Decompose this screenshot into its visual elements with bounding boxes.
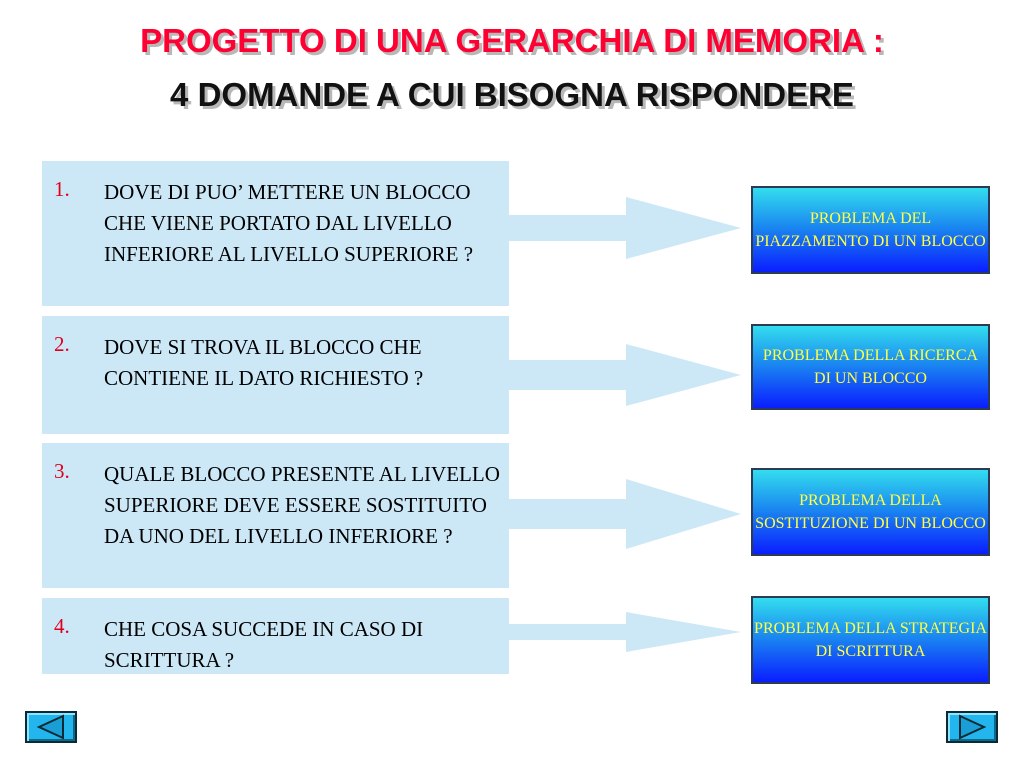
title-line-2: 4 DOMANDE A CUI BISOGNA RISPONDERE [170,76,854,113]
question-number: 4. [54,614,70,638]
question-box-4 [42,598,509,674]
question-text: QUALE BLOCCO PRESENTE AL LIVELLO SUPERIORE DEVE ESSERE SOSTITUITO DA UNO DEL LIVELLO INFERIORE ? [104,462,500,548]
previous-slide-button[interactable] [25,711,77,743]
next-slide-button[interactable] [946,711,998,743]
problem-label: PROBLEMA DEL PIAZZAMENTO DI UN BLOCCO [755,210,986,250]
triangle-right-icon [948,713,996,741]
arrow-2 [509,344,749,406]
arrow-3 [509,479,749,549]
triangle-left-icon [27,713,75,741]
problem-label: PROBLEMA DELLA RICERCA DI UN BLOCCO [762,347,979,387]
question-box-1 [42,161,509,306]
problem-label: PROBLEMA DELLA STRATEGIA DI SCRITTURA [754,620,987,660]
problem-box-1 [751,186,990,274]
question-number: 2. [54,332,70,356]
question-box-3 [42,443,509,588]
problem-box-3 [751,468,990,556]
question-number: 1. [54,177,70,201]
question-box-2 [42,316,509,434]
problem-box-4 [751,596,990,684]
problem-label: PROBLEMA DELLA SOSTITUZIONE DI UN BLOCCO [755,492,986,532]
arrow-1 [509,197,749,259]
question-text: CHE COSA SUCCEDE IN CASO DI SCRITTURA ? [104,617,424,672]
question-number: 3. [54,459,70,483]
question-text: DOVE DI PUO’ METTERE UN BLOCCO CHE VIENE PORTATO DAL LIVELLO INFERIORE AL LIVELLO SUPERIORE ? [104,180,474,266]
question-text: DOVE SI TROVA IL BLOCCO CHE CONTIENE IL DATO RICHIESTO ? [104,335,424,390]
problem-box-2 [751,324,990,410]
title-line-1: PROGETTO DI UNA GERARCHIA DI MEMORIA : [140,22,884,59]
arrow-4 [509,612,749,652]
